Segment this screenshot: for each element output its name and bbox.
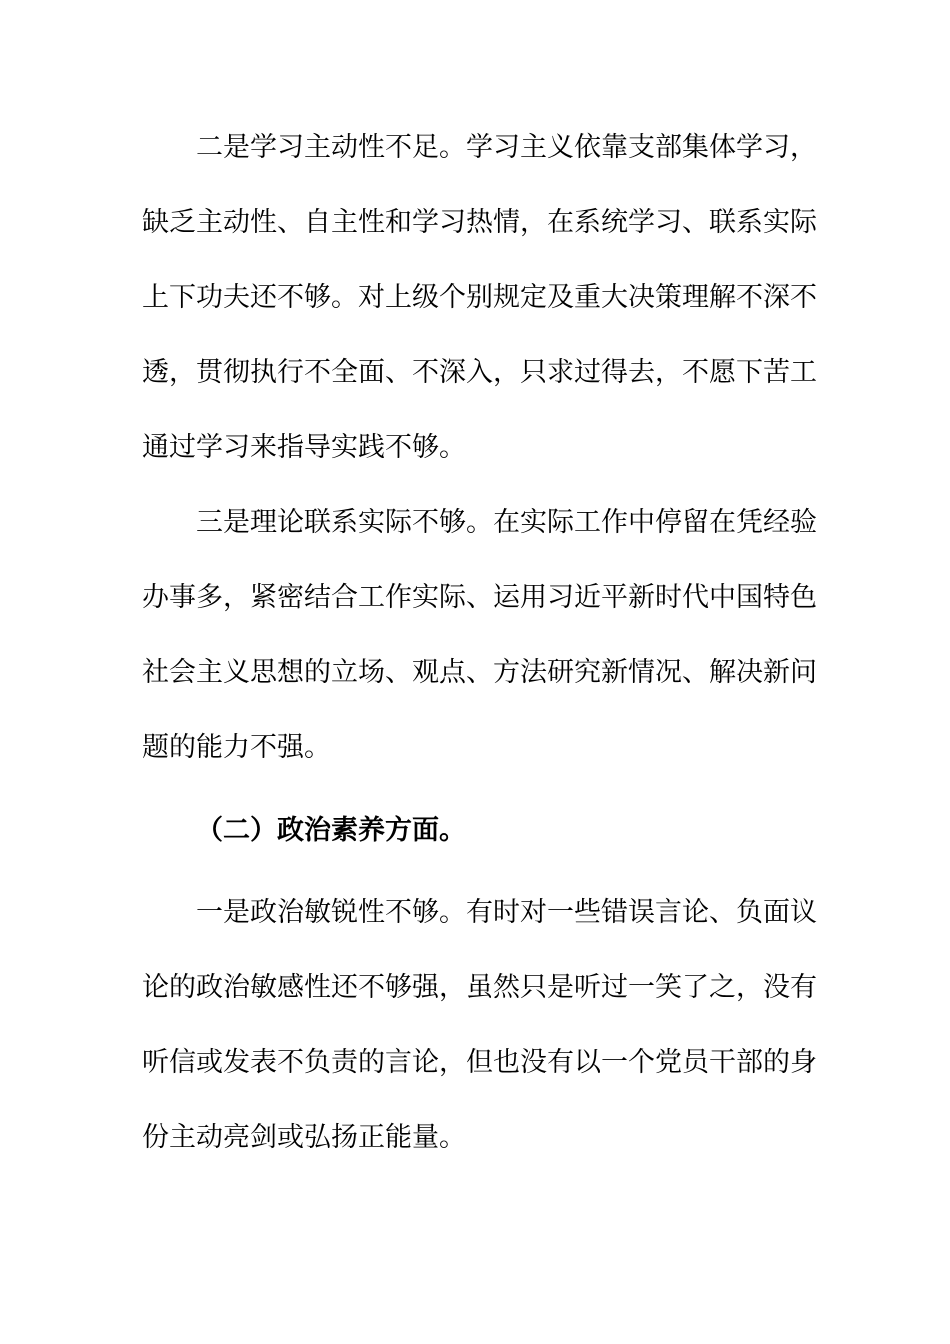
heading-text-line: （二）政治素养方面。 — [196, 815, 466, 845]
text-line: 一是政治敏锐性不够。有时对一些错误言论、负面议 — [196, 897, 817, 927]
text-line: 社会主义思想的立场、观点、方法研究新情况、解决新问 — [142, 657, 817, 687]
text-line: 份主动亮剑或弘扬正能量。 — [142, 1122, 466, 1152]
paragraph — [142, 875, 817, 1175]
document-body — [142, 110, 817, 1175]
text-line: 题的能力不强。 — [142, 732, 331, 762]
section-heading — [142, 793, 808, 868]
text-line: 透，贯彻执行不全面、不深入，只求过得去，不愿下苦工 — [142, 357, 817, 387]
text-line: 论的政治敏感性还不够强，虽然只是听过一笑了之，没有 — [142, 972, 817, 1002]
text-line: 上下功夫还不够。对上级个别规定及重大决策理解不深不 — [142, 282, 817, 312]
text-line: 通过学习来指导实践不够。 — [142, 432, 466, 462]
paragraph — [142, 110, 817, 485]
text-line: 办事多，紧密结合工作实际、运用习近平新时代中国特色 — [142, 582, 817, 612]
text-line: 缺乏主动性、自主性和学习热情，在系统学习、联系实际 — [142, 207, 817, 237]
text-line: 二是学习主动性不足。学习主义依靠支部集体学习， — [196, 132, 817, 162]
paragraph — [142, 485, 817, 785]
text-line: 听信或发表不负责的言论，但也没有以一个党员干部的身 — [142, 1047, 817, 1077]
text-line: 三是理论联系实际不够。在实际工作中停留在凭经验 — [196, 507, 817, 537]
